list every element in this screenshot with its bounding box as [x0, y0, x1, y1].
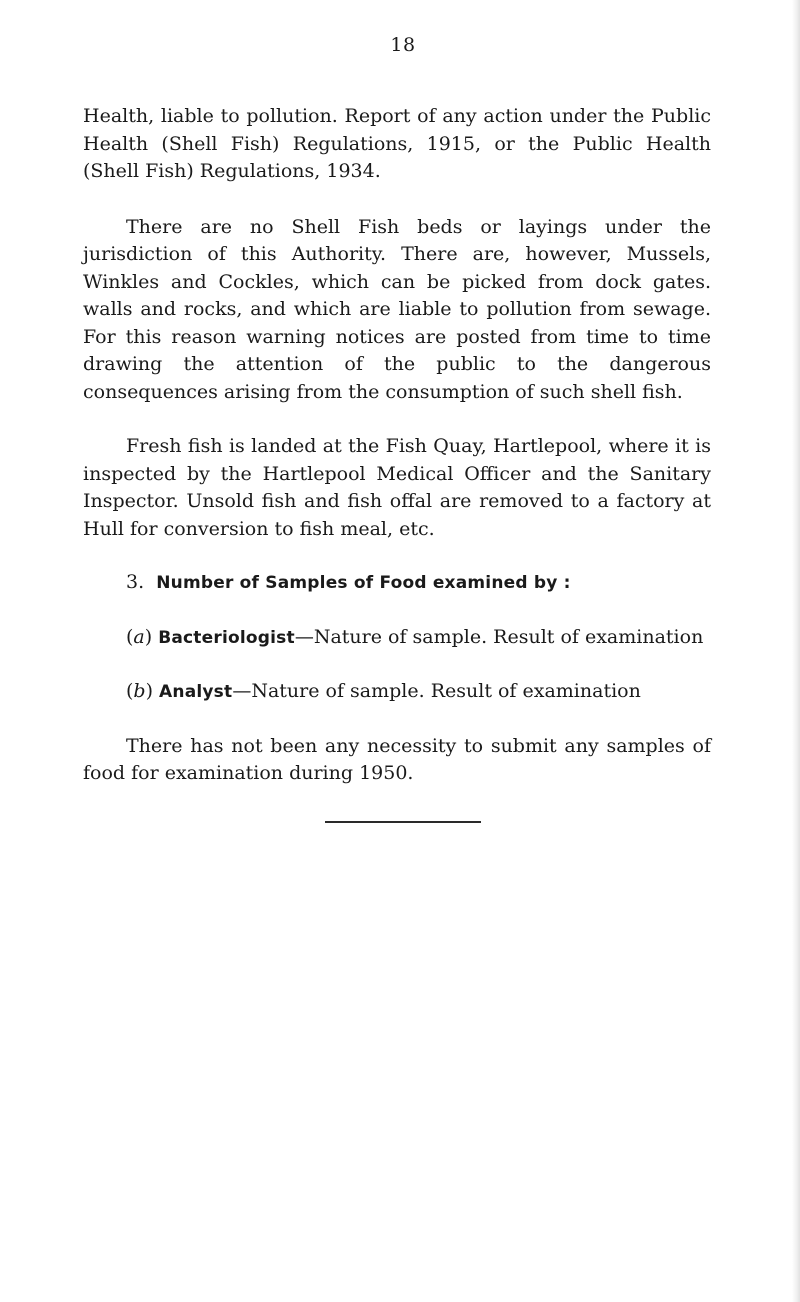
sample-item-analyst: (b) Analyst—Nature of sample. Result of examination	[126, 680, 641, 702]
item-marker: b	[133, 680, 146, 702]
section-number: 3.	[126, 571, 145, 593]
paragraph-fresh-fish: Fresh fish is landed at the Fish Quay, Hartlepool, where it is inspected by the Hartlepool Medical Officer and the Sanitary Inspector. Unsold fish and fish offal are removed to a factory at Hull for conversion to fish meal, etc.	[83, 435, 711, 540]
item-text: —Nature of sample. Result of examination	[294, 625, 704, 648]
item-label: Bacteriologist	[158, 627, 295, 648]
sample-item-bacteriologist: (a) Bacteriologist—Nature of sample. Result of examination	[126, 625, 704, 648]
paragraph-shell-fish-beds: There are no Shell Fish beds or layings under the jurisdiction of this Authority. There are, however, Mussels, Winkles and Cockles, which can be picked from dock gates. walls and rocks, and which are liable to pollution from sewage. For this reason warning notices are posted from time to time drawing the attention of the public to the dangerous consequences arising from the consumption of such shell fish.	[83, 215, 711, 403]
paragraph-shell-fish-regulations: Health, liable to pollution. Report of any action under the Public Health (Shell Fish) Regulations, 1915, or the Public Health (Shell Fish) Regulations, 1934.	[83, 105, 711, 182]
section-heading	[83, 569, 711, 598]
section-divider	[325, 821, 481, 823]
paragraph-samples-conclusion: There has not been any necessity to submit any samples of food for examination during 1950.	[83, 734, 711, 784]
item-text: —Nature of sample. Result of examination	[232, 680, 641, 702]
section-title: Number of Samples of Food examined by :	[156, 573, 571, 593]
item-marker: a	[133, 625, 145, 648]
item-label: Analyst	[159, 682, 233, 702]
page-body	[83, 103, 711, 788]
page-number: 18	[390, 34, 416, 56]
page-edge-shadow	[792, 0, 800, 1302]
